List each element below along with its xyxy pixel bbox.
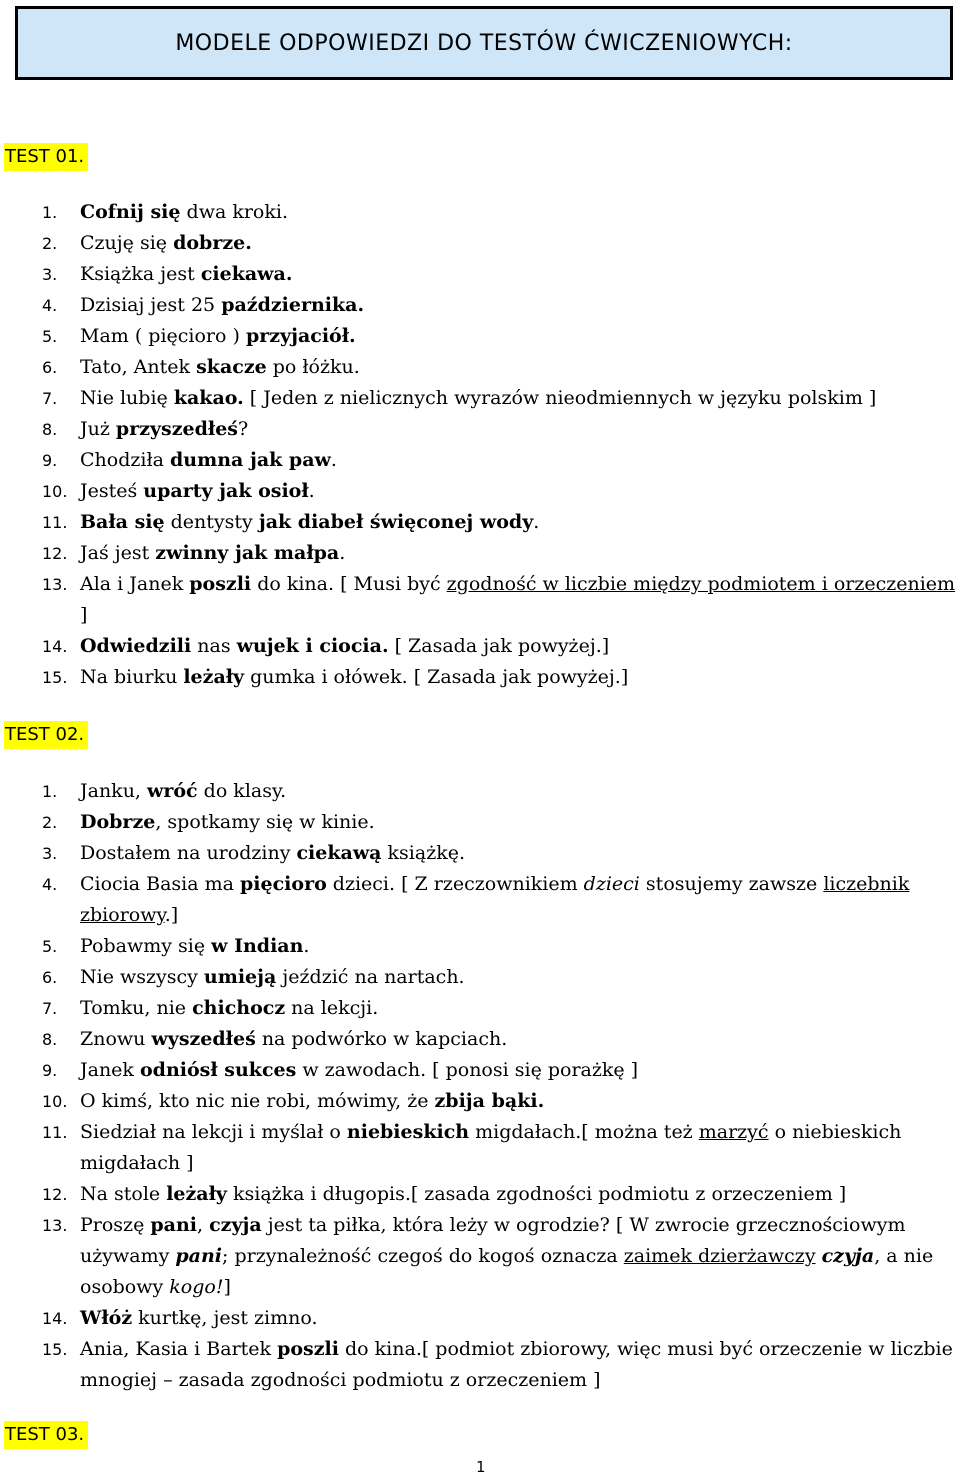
answer-item [0,414,960,445]
item-text [80,1179,958,1210]
text-segment: uparty jak osioł [143,480,309,502]
text-segment: o niebieskich migdałach ] [80,1121,902,1174]
answer-item [0,569,960,631]
text-segment: Dostałem na urodziny [80,842,297,864]
text-segment: wujek i ciocia. [236,635,389,657]
text-segment: O kimś, kto nic nie robi, mówimy, że [80,1090,435,1112]
text-segment: Chodziła [80,449,170,471]
item-text [80,838,958,869]
answer-item [0,1210,960,1303]
text-segment: nas [191,635,237,657]
text-segment: Na biurku [80,666,184,688]
text-segment: Tato, Antek [80,356,197,378]
text-segment: pani [150,1214,197,1236]
item-text [80,259,958,290]
text-segment: migdałach.[ można też [469,1121,699,1143]
answer-item [0,228,960,259]
item-number: 10. [42,482,68,501]
item-text [80,352,958,383]
item-number: 7. [42,389,58,408]
answer-item [0,807,960,838]
answer-item [0,993,960,1024]
page-title: MODELE ODPOWIEDZI DO TESTÓW ĆWICZENIOWYCH: [175,30,793,56]
item-number: 3. [42,844,58,863]
text-segment: marzyć [698,1121,769,1143]
text-segment: niebieskich [346,1121,470,1143]
text-segment: Janek [80,1059,140,1081]
text-segment: chichocz [192,997,286,1019]
item-number: 2. [42,813,58,832]
item-text [80,1334,958,1396]
test-01-answers [0,197,960,693]
text-segment: Nie lubię [80,387,174,409]
test-02-label: TEST 02. [4,721,88,749]
text-segment: gumka i ołówek. [ Zasada jak powyżej.] [244,666,629,688]
text-segment: umieją [203,966,277,988]
answer-item [0,538,960,569]
text-segment: , a nie osobowy [80,1245,934,1298]
text-segment: przyszedłeś [115,418,238,440]
text-segment: Już [80,418,116,440]
text-segment: . [339,542,346,564]
answer-item [0,1334,960,1396]
item-number: 9. [42,1061,58,1080]
text-segment: zgodność w liczbie między podmiotem i orzeczeniem [446,573,956,595]
item-text [80,321,958,352]
item-number: 14. [42,1309,68,1328]
item-text [80,414,958,445]
item-text [80,631,958,662]
text-segment: Ania, Kasia i Bartek [80,1338,278,1360]
text-segment: Nie wszyscy [80,966,204,988]
item-text [80,1210,958,1303]
text-segment: października. [221,294,365,316]
text-segment: dobrze. [173,232,252,254]
text-segment: Proszę [80,1214,151,1236]
text-segment: Cofnij się [80,201,181,223]
text-segment: pani [175,1245,223,1267]
text-segment: Jesteś [80,480,144,502]
item-number: 9. [42,451,58,470]
text-segment: stosujemy zawsze [639,873,824,895]
text-segment: Książka jest [80,263,201,285]
text-segment: Mam ( pięcioro ) [80,325,246,347]
text-segment: ciekawa. [200,263,293,285]
item-text [80,228,958,259]
text-segment: Jaś jest [80,542,156,564]
item-number: 4. [42,296,58,315]
text-segment: Pobawmy się [80,935,212,957]
text-segment: dzieci [583,873,640,895]
page-number: 1 [476,1458,486,1476]
answer-item [0,662,960,693]
text-segment: jeździć na nartach. [276,966,465,988]
answer-item [0,259,960,290]
text-segment: kakao. [173,387,244,409]
item-text [80,993,958,1024]
text-segment: dentysty [164,511,259,533]
text-segment: dumna jak paw [170,449,331,471]
text-segment: ciekawą [296,842,382,864]
text-segment: liczebnik zbiorowy [80,873,910,926]
text-segment: na podwórko w kapciach. [255,1028,508,1050]
answer-item [0,776,960,807]
text-segment: Czuję się [80,232,174,254]
text-segment: do klasy. [197,780,287,802]
text-segment: Dobrze [80,811,156,833]
text-segment: poszli [189,573,252,595]
item-number: 8. [42,1030,58,1049]
item-number: 5. [42,327,58,346]
answer-item [0,931,960,962]
test-01-label: TEST 01. [4,143,88,171]
item-text [80,290,958,321]
answer-item [0,352,960,383]
text-segment: do kina. [ Musi być [251,573,447,595]
text-segment: czyja [209,1214,262,1236]
item-number: 1. [42,782,58,801]
item-number: 7. [42,999,58,1018]
text-segment: ; przynależność czegoś do kogoś oznacza [222,1245,624,1267]
answer-item [0,476,960,507]
item-number: 11. [42,513,68,532]
text-segment: zaimek dzierżawczy [623,1245,816,1267]
text-segment: przyjaciół. [245,325,356,347]
item-text [80,197,958,228]
item-number: 10. [42,1092,68,1111]
item-text [80,445,958,476]
item-number: 4. [42,875,58,894]
item-text [80,869,958,931]
text-segment: dwa kroki. [180,201,288,223]
answer-item [0,321,960,352]
item-number: 12. [42,1185,68,1204]
answer-item [0,290,960,321]
answer-item [0,1303,960,1334]
text-segment: Janku, [80,780,148,802]
text-segment: zbija bąki. [434,1090,545,1112]
answer-item [0,1024,960,1055]
text-segment: [ Jeden z nielicznych wyrazów nieodmiennych w języku polskim ] [243,387,877,409]
item-number: 1. [42,203,58,222]
item-text [80,807,958,838]
item-number: 13. [42,575,68,594]
item-number: 15. [42,668,68,687]
text-segment: leżały [183,666,245,688]
text-segment: w zawodach. [ ponosi się porażkę ] [296,1059,639,1081]
item-number: 6. [42,968,58,987]
answer-item [0,197,960,228]
text-segment: książka i długopis.[ zasada zgodności podmiotu z orzeczeniem ] [226,1183,847,1205]
text-segment: Włóż [80,1307,133,1329]
answer-item [0,631,960,662]
answer-item [0,1086,960,1117]
text-segment: ] [223,1276,231,1298]
item-text [80,1055,958,1086]
item-text [80,507,958,538]
item-text [80,1086,958,1117]
text-segment: odniósł sukces [139,1059,297,1081]
text-segment: . [533,511,540,533]
text-segment: pięcioro [240,873,327,895]
item-text [80,1303,958,1334]
item-number: 11. [42,1123,68,1142]
text-segment: do kina.[ podmiot zbiorowy, więc musi być orzeczenie w liczbie mnogiej – zasada zgodności podmiotu z orzeczeniem ] [80,1338,953,1391]
item-text [80,776,958,807]
header-box [15,6,953,80]
text-segment: Dzisiaj jest 25 [80,294,222,316]
text-segment: . [330,449,337,471]
text-segment: na lekcji. [285,997,379,1019]
text-segment: ] [80,604,88,626]
answer-item [0,1055,960,1086]
answer-item [0,1117,960,1179]
text-segment: Odwiedzili [80,635,192,657]
item-number: 12. [42,544,68,563]
text-segment: . [303,935,310,957]
item-text [80,931,958,962]
text-segment: wróć [147,780,198,802]
text-segment: po łóżku. [266,356,360,378]
text-segment: Na stole [80,1183,167,1205]
item-number: 5. [42,937,58,956]
text-segment: Znowu [80,1028,152,1050]
text-segment: Ala i Janek [80,573,190,595]
answer-item [0,445,960,476]
text-segment: Ciocia Basia ma [80,873,241,895]
answer-item [0,507,960,538]
text-segment: zwinny jak małpa [155,542,340,564]
text-segment: Tomku, nie [80,997,193,1019]
text-segment: jak diabeł święconej wody [258,511,534,533]
item-text [80,569,958,631]
item-text [80,476,958,507]
answer-item [0,962,960,993]
text-segment: kurtkę, jest zimno. [132,1307,318,1329]
item-text [80,1117,958,1179]
item-number: 15. [42,1340,68,1359]
answer-item [0,1179,960,1210]
answer-item [0,838,960,869]
text-segment: Siedział na lekcji i myślał o [80,1121,347,1143]
item-text [80,1024,958,1055]
text-segment: Bała się [80,511,165,533]
item-text [80,538,958,569]
item-number: 14. [42,637,68,656]
text-segment: .] [164,904,179,926]
item-text [80,383,958,414]
item-number: 2. [42,234,58,253]
test-03-label: TEST 03. [4,1421,88,1449]
text-segment: czyja [821,1245,875,1267]
text-segment: . [308,480,315,502]
text-segment: skacze [196,356,267,378]
text-segment: książkę. [381,842,466,864]
item-number: 8. [42,420,58,439]
text-segment: jest ta piłka, która leży w ogrodzie? [ W zwrocie grzecznościowym używamy [80,1214,906,1267]
text-segment: [ Zasada jak powyżej.] [388,635,610,657]
text-segment: kogo! [169,1276,224,1298]
test-02-answers [0,776,960,1396]
text-segment: ? [238,418,249,440]
text-segment: poszli [277,1338,339,1360]
item-number: 13. [42,1216,68,1235]
text-segment: , spotkamy się w kinie. [155,811,375,833]
item-text [80,962,958,993]
text-segment: dzieci. [ Z rzeczownikiem [326,873,584,895]
text-segment: leżały [166,1183,227,1205]
answer-item [0,869,960,931]
item-number: 3. [42,265,58,284]
item-number: 6. [42,358,58,377]
text-segment: , [197,1214,210,1236]
text-segment: wyszedłeś [151,1028,256,1050]
answer-item [0,383,960,414]
item-text [80,662,958,693]
text-segment: w Indian [211,935,304,957]
